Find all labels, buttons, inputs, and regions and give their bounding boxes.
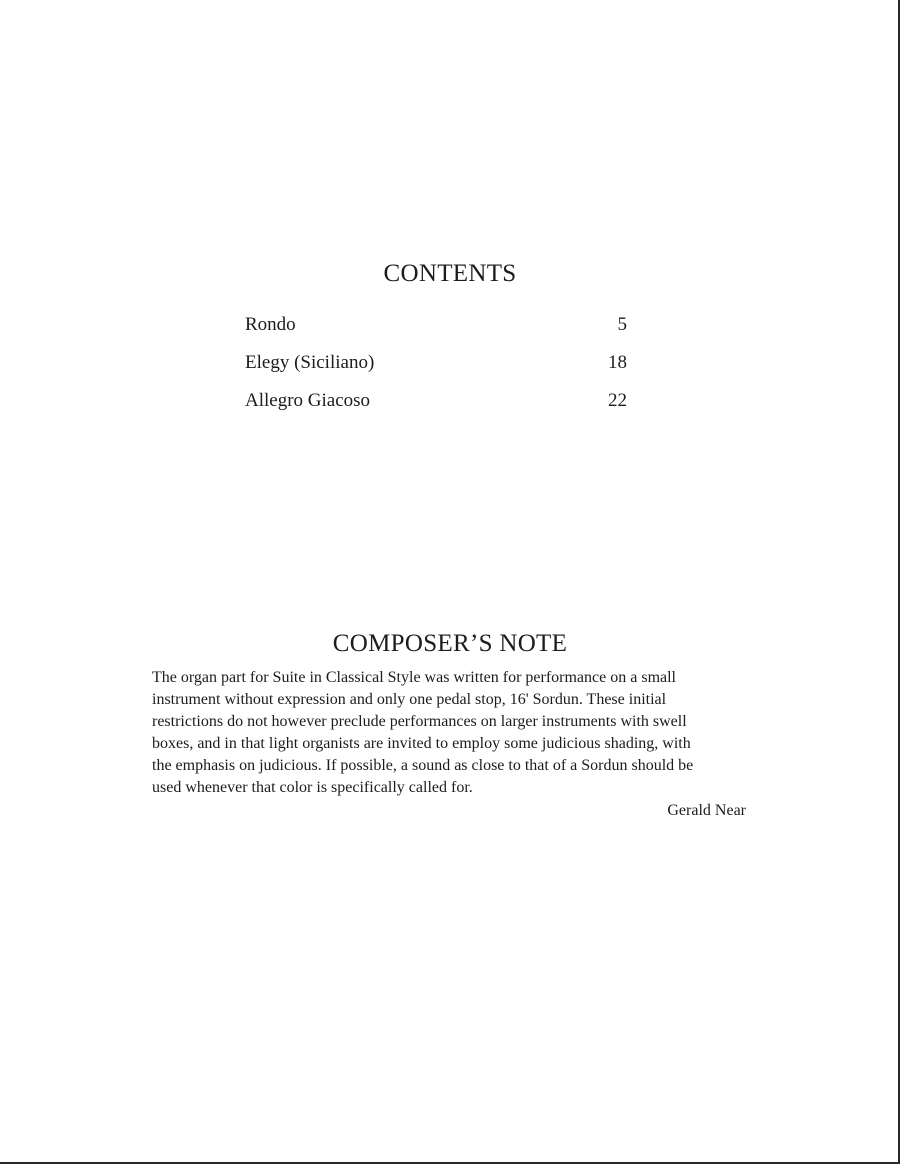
contents-entry-title: Allegro Giacoso — [245, 390, 371, 411]
contents-entry-rondo — [245, 314, 627, 352]
contents-entry-title: Rondo — [245, 314, 296, 335]
note-line: used whenever that color is specifically called for. — [152, 779, 473, 796]
contents-entry-page: 5 — [617, 314, 627, 335]
composers-note-heading: COMPOSER’S NOTE — [332, 630, 568, 657]
contents-entry-page: 18 — [608, 352, 627, 373]
contents-list — [245, 314, 627, 428]
composer-signature: Gerald Near — [667, 802, 746, 819]
composers-note-body — [152, 667, 748, 799]
note-line: The organ part for Suite in Classical Style was written for performance on a small — [152, 669, 676, 686]
contents-entry-allegro — [245, 390, 627, 428]
contents-heading: CONTENTS — [383, 260, 517, 287]
note-line: restrictions do not however preclude performances on larger instruments with swell — [152, 713, 687, 730]
note-line: boxes, and in that light organists are invited to employ some judicious shading, with — [152, 735, 691, 752]
contents-entry-elegy — [245, 352, 627, 390]
contents-entry-title: Elegy (Siciliano) — [245, 352, 375, 373]
note-line: the emphasis on judicious. If possible, a sound as close to that of a Sordun should be — [152, 757, 694, 774]
contents-entry-page: 22 — [608, 390, 627, 411]
note-line: instrument without expression and only one pedal stop, 16' Sordun. These initial — [152, 691, 667, 708]
